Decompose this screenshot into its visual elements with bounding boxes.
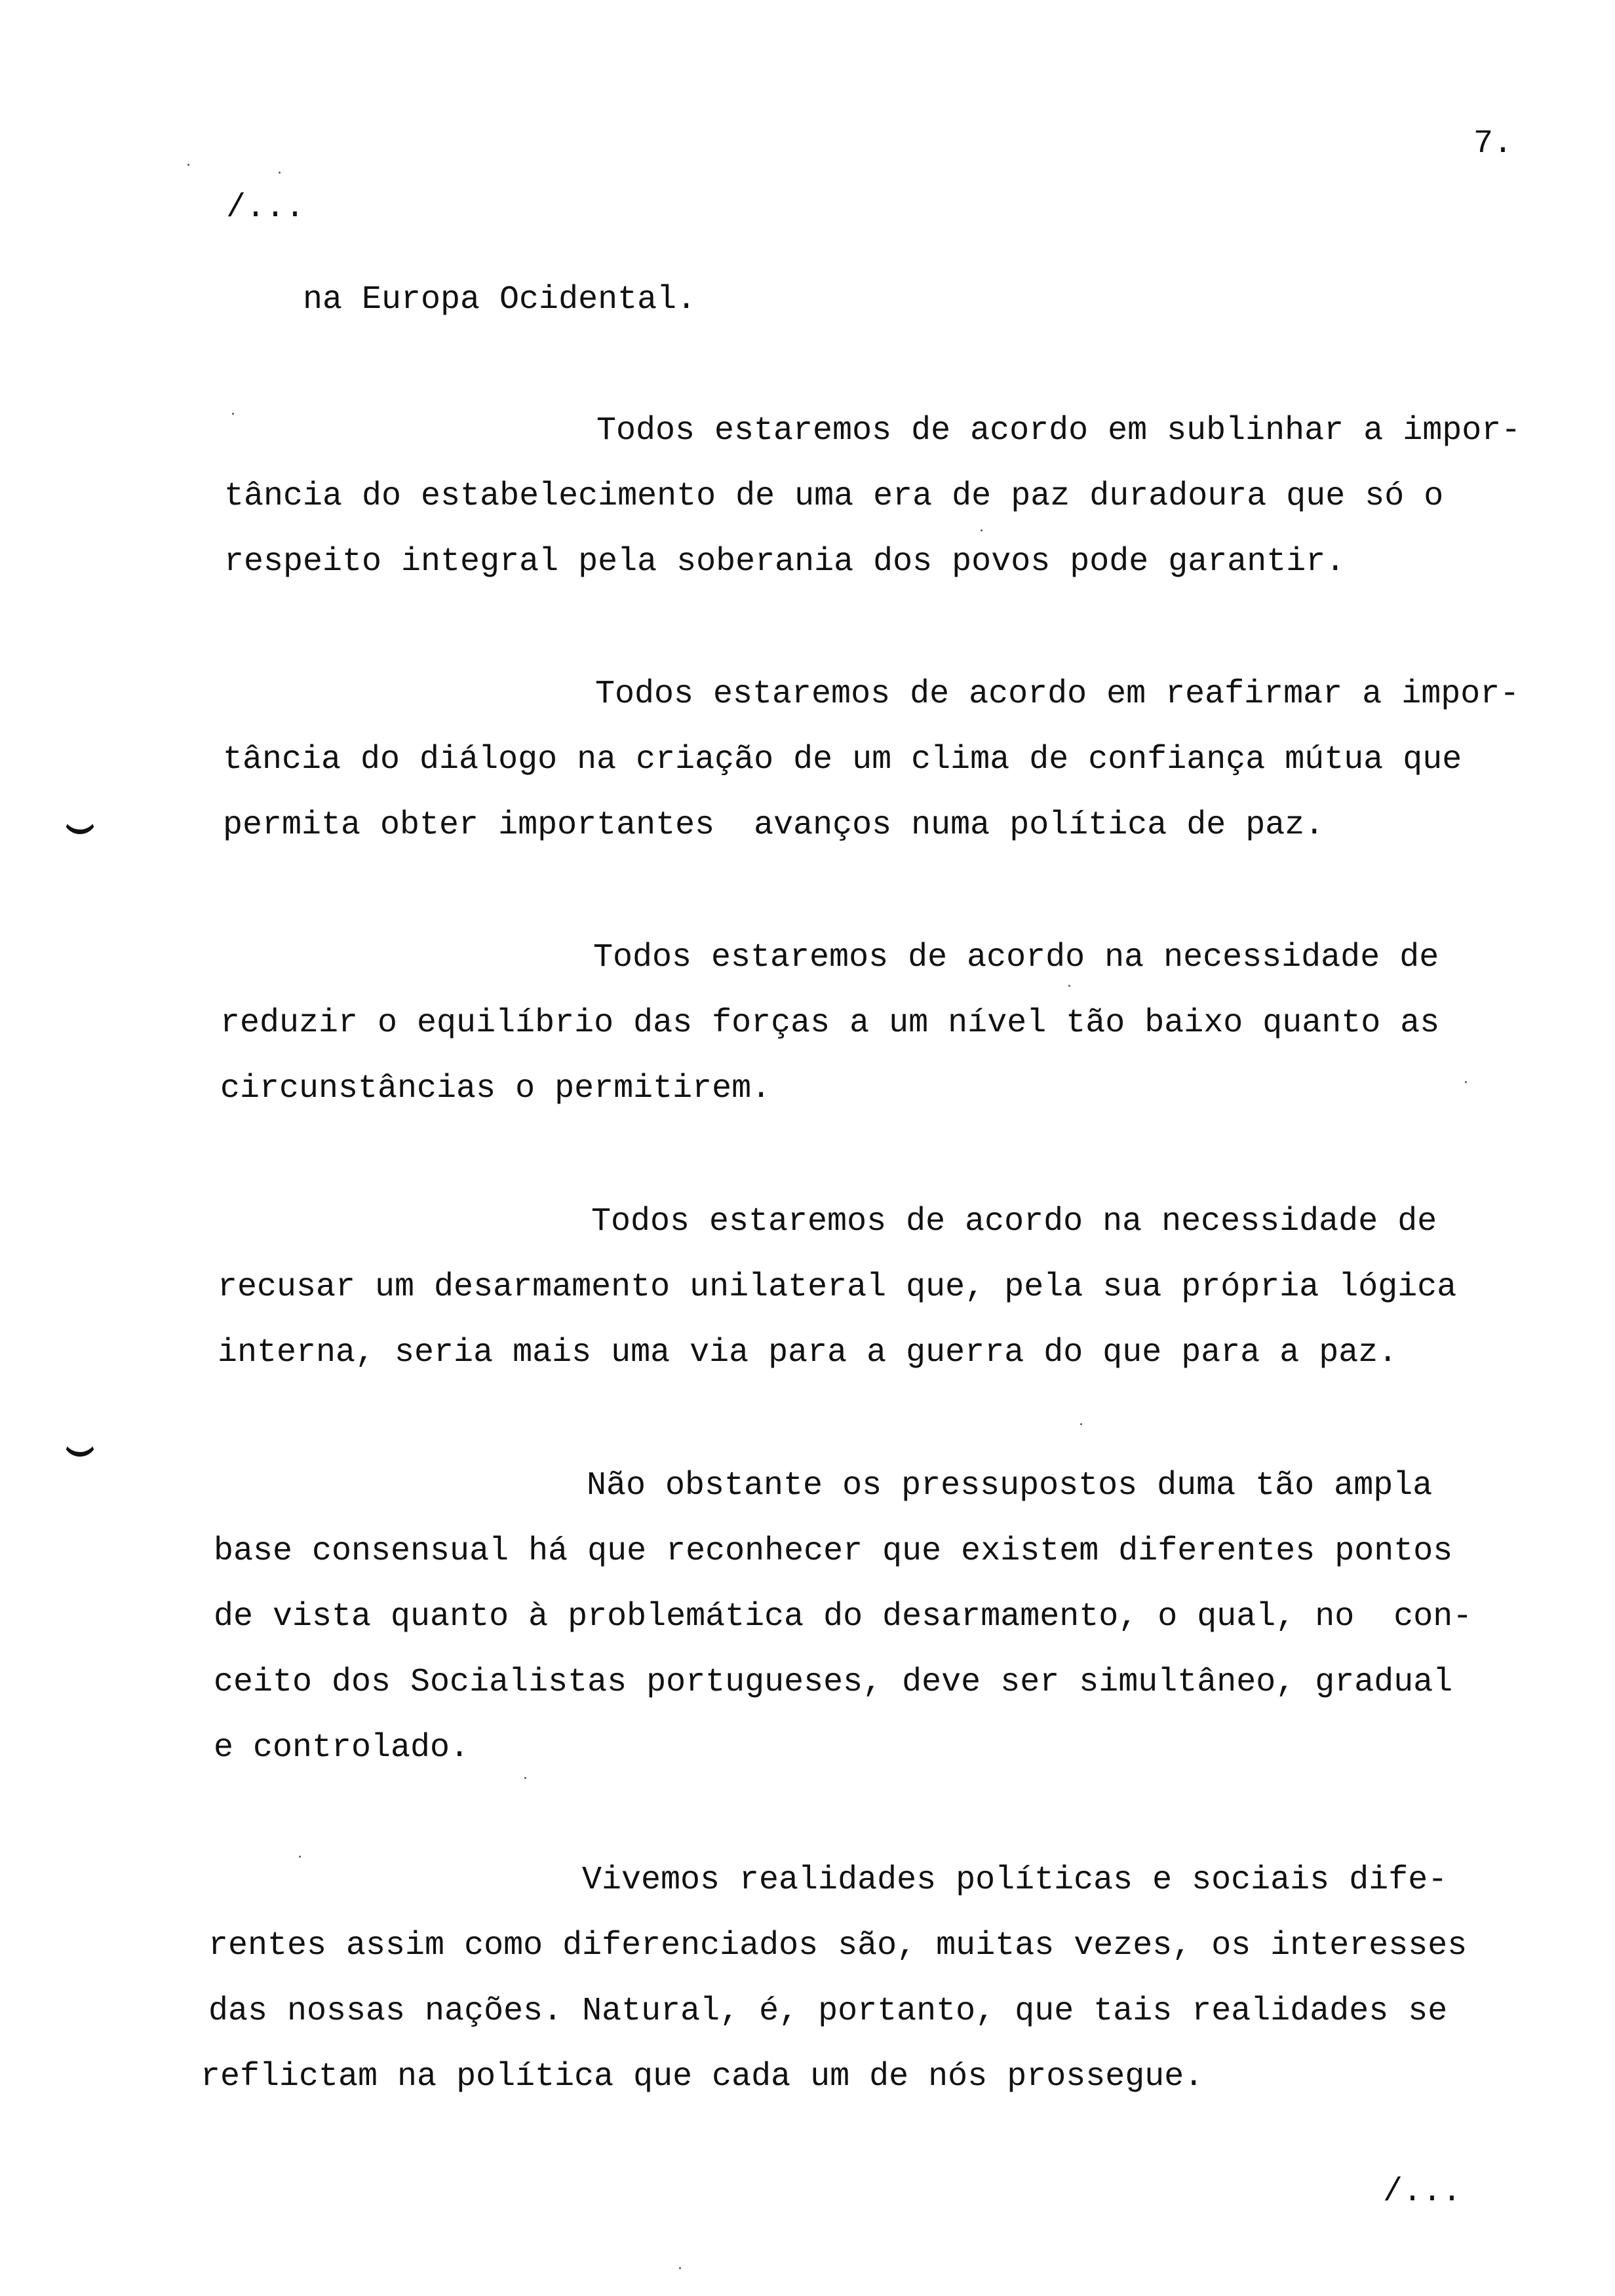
continuation-mark-top: /... [226,189,305,227]
paragraph-line: das nossas nações. Natural, é, portanto, que tais realidades se [208,1993,1448,2030]
scan-speck [1068,985,1070,987]
page-number: 7. [1473,125,1513,163]
paragraph-line: reflictam na política que cada um de nós prossegue. [201,2058,1204,2095]
paragraph-line: e controlado. [214,1729,470,1767]
paragraph-line: de vista quanto à problemática do desarmamento, o qual, no con- [214,1598,1473,1636]
paragraph-first-line: Vivemos realidades políticas e sociais dife- [582,1862,1448,1899]
paragraph-line: rentes assim como diferenciados são, muitas vezes, os interesses [208,1927,1468,1964]
paragraph-line: permita obter importantes avanços numa política de paz. [223,807,1325,844]
binder-hole-mark [63,1432,97,1457]
scan-speck [279,172,281,174]
paragraph-line: na Europa Ocidental. [303,281,697,318]
paragraph-line: tância do estabelecimento de uma era de paz duradoura que só o [224,478,1444,515]
scan-speck [187,164,189,166]
paragraph-line: ceito dos Socialistas portugueses, deve ser simultâneo, gradual [214,1664,1453,1701]
paragraph-first-line: Todos estaremos de acordo em sublinhar a impor- [596,412,1521,450]
scan-speck [232,413,234,415]
paragraph-line: interna, seria mais uma via para a guerra do que para a paz. [218,1334,1398,1371]
paragraph-first-line: Não obstante os pressupostos duma tão ampla [587,1467,1433,1504]
scan-speck [981,529,983,531]
paragraph-first-line: Todos estaremos de acordo na necessidade de [593,939,1439,976]
paragraph-line: circunstâncias o permitirem. [220,1070,771,1107]
scan-speck [524,1777,526,1779]
scan-speck [299,1856,301,1858]
paragraph-first-line: Todos estaremos de acordo em reafirmar a impor- [595,676,1520,713]
scan-speck [1080,1423,1082,1425]
continuation-mark-bottom: /... [1383,2173,1462,2211]
paragraph-line: tância do diálogo na criação de um clima de confiança mútua que [223,741,1462,778]
binder-hole-mark [63,810,97,834]
paragraph-line: reduzir o equilíbrio das forças a um nível tão baixo quanto as [220,1004,1440,1042]
paragraph-line: recusar um desarmamento unilateral que, pela sua própria lógica [218,1269,1457,1306]
paragraph-line: respeito integral pela soberania dos povos pode garantir. [224,543,1346,581]
paragraph-line: base consensual há que reconhecer que existem diferentes pontos [214,1533,1453,1570]
paragraph-first-line: Todos estaremos de acordo na necessidade de [591,1203,1437,1240]
scan-speck [679,2267,681,2269]
scan-speck [1465,1081,1467,1083]
